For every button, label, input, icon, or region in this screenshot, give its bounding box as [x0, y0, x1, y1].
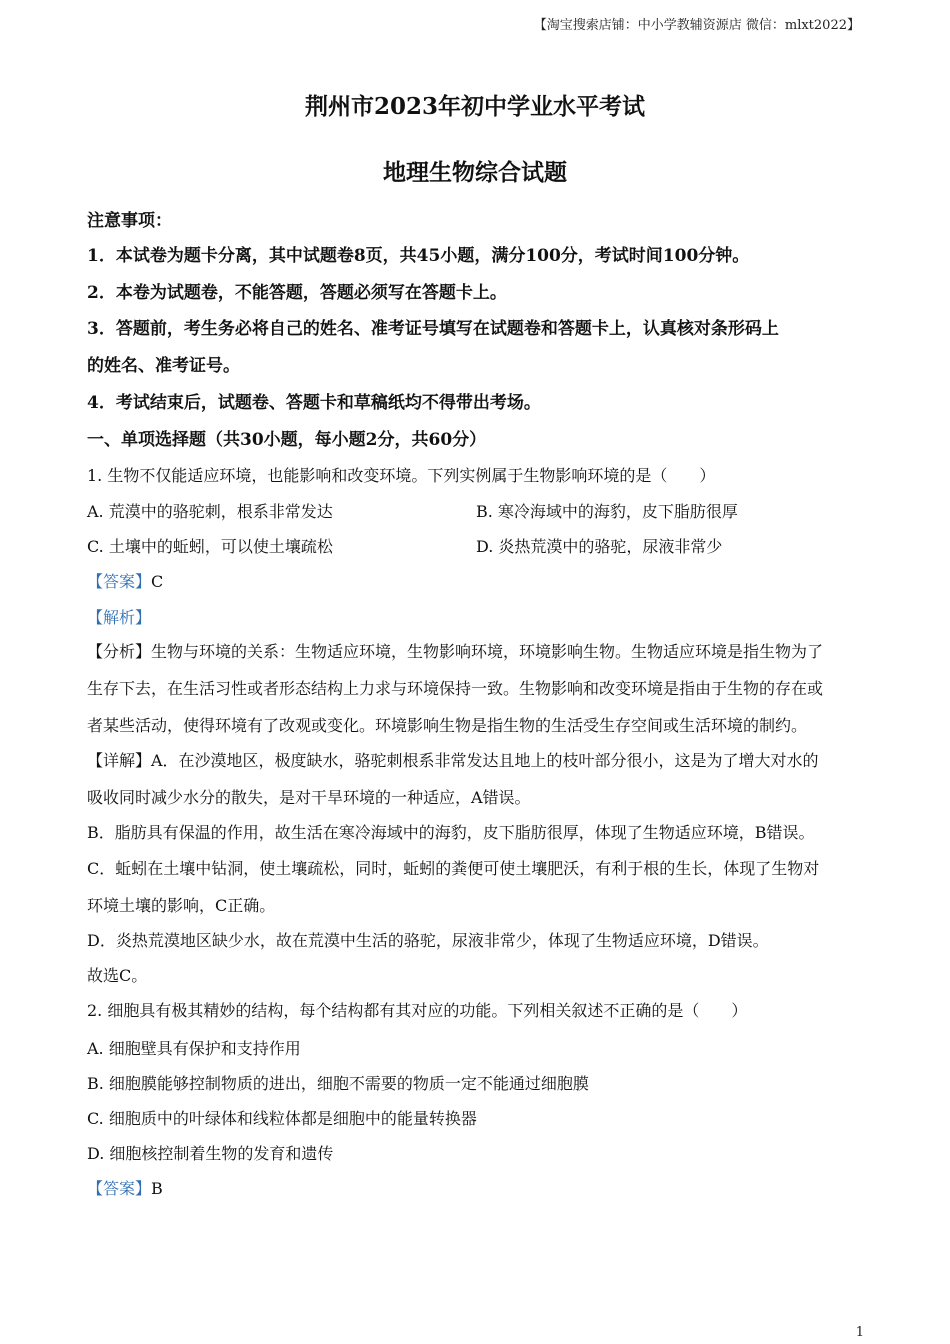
option-b: B. 细胞膜能够控制物质的进出，细胞不需要的物质一定不能通过细胞膜	[87, 1074, 589, 1093]
analysis-line: 【分析】生物与环境的关系：生物适应环境，生物影响环境，环境影响生物。生物适应环境是指生物为了	[87, 642, 824, 661]
question-stem: 1. 生物不仅能适应环境，也能影响和改变环境。下列实例属于生物影响环境的是（ ）	[87, 466, 716, 485]
analysis-line: C．蚯蚓在土壤中钻洞，使土壤疏松，同时，蚯蚓的粪便可使土壤肥沃，有利于根的生长，体现了生物对	[87, 859, 820, 878]
analysis-line: 故选C。	[87, 966, 148, 985]
analysis-line: D．炎热荒漠地区缺少水，故在荒漠中生活的骆驼，尿液非常少，体现了生物适应环境，D错误。	[87, 931, 769, 950]
section-title: 一、单项选择题（共30小题，每小题2分，共60分）	[87, 430, 487, 450]
notice-item: 3．答题前，考生务必将自己的姓名、准考证号填写在试题卷和答题卡上，认真核对条形码上	[87, 319, 779, 339]
notice-heading: 注意事项：	[87, 211, 172, 231]
answer-tag: 【答案】	[87, 572, 152, 591]
notice-item: 4．考试结束后，试题卷、答题卡和草稿纸均不得带出考场。	[87, 393, 541, 413]
option-b: B. 寒冷海域中的海豹，皮下脂肪很厚	[476, 502, 738, 521]
analysis-tag: 【解析】	[87, 608, 152, 627]
page-subtitle: 地理生物综合试题	[383, 159, 567, 186]
option-c: C. 土壤中的蚯蚓，可以使土壤疏松	[87, 537, 333, 556]
header-note: 【淘宝搜索店铺：中小学教辅资源店 微信：mlxt2022】	[533, 18, 860, 33]
option-d: D. 细胞核控制着生物的发育和遗传	[87, 1144, 334, 1163]
analysis-line: 者某些活动，使得环境有了改观或变化。环境影响生物是指生物的生活受生存空间或生活环境的制约。	[87, 716, 808, 735]
analysis-line: 【详解】A．在沙漠地区，极度缺水，骆驼刺根系非常发达且地上的枝叶部分很小，这是为了增大对水的	[87, 751, 819, 770]
answer-line	[87, 1178, 867, 1200]
page-title: 荆州市2023年初中学业水平考试	[304, 93, 645, 120]
notice-item: 的姓名、准考证号。	[87, 356, 240, 376]
analysis-line: 吸收同时减少水分的散失，是对干旱环境的一种适应，A错误。	[87, 788, 531, 807]
notice-item: 1．本试卷为题卡分离，其中试题卷8页，共45小题，满分100分，考试时间100分钟。	[87, 246, 750, 266]
answer-value: C	[151, 572, 164, 591]
answer-line	[87, 571, 867, 593]
answer-value: B	[151, 1179, 163, 1198]
page-number: 1	[855, 1325, 864, 1340]
notice-item: 2．本卷为试题卷，不能答题，答题必须写在答题卡上。	[87, 283, 507, 303]
question-stem: 2. 细胞具有极其精妙的结构，每个结构都有其对应的功能。下列相关叙述不正确的是（ ）	[87, 1001, 748, 1020]
option-a: A. 细胞壁具有保护和支持作用	[87, 1039, 301, 1058]
analysis-line: B．脂肪具有保温的作用，故生活在寒冷海域中的海豹，皮下脂肪很厚，体现了生物适应环境，B错误。	[87, 823, 815, 842]
analysis-line: 环境土壤的影响，C正确。	[87, 896, 276, 915]
answer-tag: 【答案】	[87, 1179, 152, 1198]
option-c: C. 细胞质中的叶绿体和线粒体都是细胞中的能量转换器	[87, 1109, 477, 1128]
option-d: D. 炎热荒漠中的骆驼，尿液非常少	[476, 537, 723, 556]
option-a: A. 荒漠中的骆驼刺，根系非常发达	[87, 502, 333, 521]
analysis-line: 生存下去，在生活习性或者形态结构上力求与环境保持一致。生物影响和改变环境是指由于生物的存在或	[87, 679, 824, 698]
